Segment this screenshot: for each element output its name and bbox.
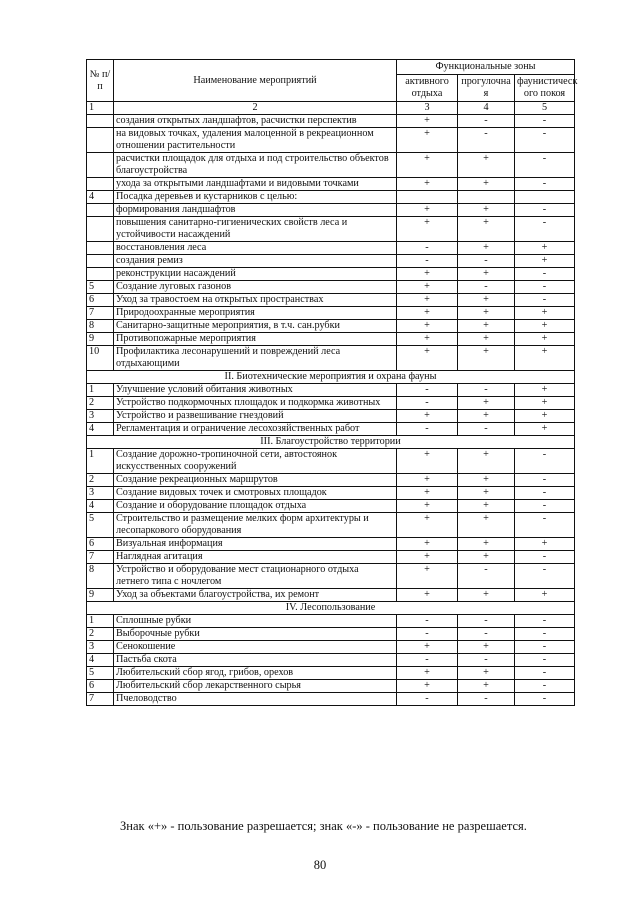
page-number: 80 xyxy=(313,858,327,872)
zone-walking-mark: - xyxy=(458,628,515,641)
zone-fauna-mark: - xyxy=(515,500,575,513)
table-row xyxy=(87,320,575,333)
zone-walking-mark: + xyxy=(458,397,515,410)
activity-name: Улучшение условий обитания животных xyxy=(114,384,397,397)
row-number: 7 xyxy=(87,551,114,564)
zone-active-mark: + xyxy=(397,680,458,693)
zone-fauna-mark: - xyxy=(515,628,575,641)
zone-fauna-mark: + xyxy=(515,320,575,333)
activity-name: Уход за травостоем на открытых пространствах xyxy=(114,294,397,307)
table-row xyxy=(87,397,575,410)
row-number: 3 xyxy=(87,487,114,500)
zone-fauna-mark: - xyxy=(515,449,575,474)
zone-fauna-mark: - xyxy=(515,153,575,178)
zone-active-mark: - xyxy=(397,255,458,268)
activity-name: Создание луговых газонов xyxy=(114,281,397,294)
zone-walking-mark: - xyxy=(458,693,515,706)
zone-walking-mark: - xyxy=(458,654,515,667)
table-row xyxy=(87,242,575,255)
header-num: № п/п xyxy=(87,60,114,102)
header-zone-fauna: фаунистическ ого покоя xyxy=(515,75,575,102)
zone-active-mark: + xyxy=(397,449,458,474)
zone-walking-mark: + xyxy=(458,551,515,564)
activity-name: Уход за объектами благоустройства, их ремонт xyxy=(114,589,397,602)
row-number: 8 xyxy=(87,564,114,589)
zone-fauna-mark: + xyxy=(515,255,575,268)
table-row xyxy=(87,667,575,680)
zone-fauna-mark: - xyxy=(515,693,575,706)
zone-active-mark xyxy=(397,191,458,204)
zone-active-mark: + xyxy=(397,115,458,128)
table-row xyxy=(87,628,575,641)
zone-walking-mark: + xyxy=(458,513,515,538)
zone-walking-mark: + xyxy=(458,153,515,178)
zone-walking-mark: + xyxy=(458,667,515,680)
row-number: 5 xyxy=(87,513,114,538)
row-number xyxy=(87,153,114,178)
zone-walking-mark: + xyxy=(458,474,515,487)
row-number: 10 xyxy=(87,346,114,371)
zone-fauna-mark: - xyxy=(515,204,575,217)
row-number: 7 xyxy=(87,693,114,706)
zone-fauna-mark: + xyxy=(515,397,575,410)
activity-name: создания ремиз xyxy=(114,255,397,268)
row-number: 4 xyxy=(87,191,114,204)
zone-active-mark: + xyxy=(397,513,458,538)
row-number: 4 xyxy=(87,500,114,513)
table-row xyxy=(87,153,575,178)
table-body xyxy=(87,115,575,706)
zone-fauna-mark: + xyxy=(515,589,575,602)
zone-fauna-mark: - xyxy=(515,667,575,680)
row-number: 2 xyxy=(87,628,114,641)
zone-active-mark: - xyxy=(397,397,458,410)
row-number xyxy=(87,255,114,268)
zone-walking-mark: + xyxy=(458,410,515,423)
activity-name: Наглядная агитация xyxy=(114,551,397,564)
section-row xyxy=(87,371,575,384)
activity-name: Сплошные рубки xyxy=(114,615,397,628)
table-row xyxy=(87,281,575,294)
zone-active-mark: + xyxy=(397,178,458,191)
row-number: 3 xyxy=(87,641,114,654)
activity-name: Любительский сбор ягод, грибов, орехов xyxy=(114,667,397,680)
section-title: III. Благоустройство территории xyxy=(87,436,575,449)
header-name: Наименование мероприятий xyxy=(114,60,397,102)
table-row xyxy=(87,538,575,551)
zone-walking-mark: - xyxy=(458,615,515,628)
activity-name: Любительский сбор лекарственного сырья xyxy=(114,680,397,693)
zone-fauna-mark: - xyxy=(515,128,575,153)
activity-name: Визуальная информация xyxy=(114,538,397,551)
zone-walking-mark: + xyxy=(458,589,515,602)
table-row xyxy=(87,191,575,204)
table-row xyxy=(87,115,575,128)
zone-active-mark: + xyxy=(397,487,458,500)
zone-active-mark: + xyxy=(397,500,458,513)
table-row xyxy=(87,551,575,564)
zone-active-mark: - xyxy=(397,693,458,706)
zone-fauna-mark: - xyxy=(515,513,575,538)
index-cell: 5 xyxy=(515,102,575,115)
table-row xyxy=(87,654,575,667)
zone-walking-mark: - xyxy=(458,384,515,397)
row-number: 1 xyxy=(87,384,114,397)
table-row xyxy=(87,268,575,281)
table-row xyxy=(87,346,575,371)
activity-name: Пчеловодство xyxy=(114,693,397,706)
table-row xyxy=(87,423,575,436)
table-row xyxy=(87,255,575,268)
zone-fauna-mark: - xyxy=(515,474,575,487)
zone-walking-mark: + xyxy=(458,680,515,693)
activity-name: Создание рекреационных маршрутов xyxy=(114,474,397,487)
zone-walking-mark: + xyxy=(458,320,515,333)
activity-name: Создание и оборудование площадок отдыха xyxy=(114,500,397,513)
row-number: 8 xyxy=(87,320,114,333)
zone-walking-mark: + xyxy=(458,217,515,242)
zone-active-mark: + xyxy=(397,410,458,423)
row-number: 3 xyxy=(87,410,114,423)
row-number: 1 xyxy=(87,615,114,628)
functional-zones-table xyxy=(86,59,578,706)
index-cell: 3 xyxy=(397,102,458,115)
zone-walking-mark: + xyxy=(458,307,515,320)
zone-fauna-mark: + xyxy=(515,307,575,320)
table-row xyxy=(87,307,575,320)
activity-name: Посадка деревьев и кустарников с целью: xyxy=(114,191,397,204)
section-row xyxy=(87,602,575,615)
activity-name: Противопожарные мероприятия xyxy=(114,333,397,346)
zone-fauna-mark: + xyxy=(515,410,575,423)
activity-name: Создание дорожно-тропиночной сети, автостоянок искусственных сооружений xyxy=(114,449,397,474)
zone-walking-mark: - xyxy=(458,128,515,153)
zone-walking-mark: + xyxy=(458,242,515,255)
activity-name: Профилактика лесонарушений и повреждений леса отдыхающими xyxy=(114,346,397,371)
table-row xyxy=(87,500,575,513)
zone-fauna-mark: - xyxy=(515,641,575,654)
zone-fauna-mark: + xyxy=(515,242,575,255)
table-row xyxy=(87,128,575,153)
row-number: 6 xyxy=(87,680,114,693)
zone-active-mark: + xyxy=(397,538,458,551)
header-zone-walking: прогулочна я xyxy=(458,75,515,102)
zone-walking-mark: - xyxy=(458,255,515,268)
zone-walking-mark: + xyxy=(458,294,515,307)
table-row xyxy=(87,449,575,474)
activity-name: Санитарно-защитные мероприятия, в т.ч. сан.рубки xyxy=(114,320,397,333)
zone-active-mark: + xyxy=(397,474,458,487)
zone-walking-mark: + xyxy=(458,538,515,551)
zone-fauna-mark: - xyxy=(515,487,575,500)
activity-name: Устройство и развешивание гнездовий xyxy=(114,410,397,423)
zone-active-mark: + xyxy=(397,551,458,564)
zone-active-mark: - xyxy=(397,654,458,667)
table-row xyxy=(87,680,575,693)
zone-walking-mark: + xyxy=(458,204,515,217)
index-cell: 1 xyxy=(87,102,114,115)
row-number: 9 xyxy=(87,589,114,602)
zone-active-mark: + xyxy=(397,307,458,320)
row-number: 9 xyxy=(87,333,114,346)
zone-active-mark: + xyxy=(397,204,458,217)
row-number: 2 xyxy=(87,397,114,410)
zone-active-mark: - xyxy=(397,423,458,436)
row-number xyxy=(87,204,114,217)
table-row xyxy=(87,410,575,423)
zone-fauna-mark: + xyxy=(515,384,575,397)
zone-fauna-mark: - xyxy=(515,268,575,281)
zone-active-mark: + xyxy=(397,128,458,153)
zone-walking-mark: - xyxy=(458,115,515,128)
zone-fauna-mark: + xyxy=(515,333,575,346)
row-number: 6 xyxy=(87,294,114,307)
header-zones: Функциональные зоны xyxy=(397,60,575,75)
table-row xyxy=(87,204,575,217)
zone-active-mark: + xyxy=(397,153,458,178)
row-number xyxy=(87,178,114,191)
zone-active-mark: + xyxy=(397,281,458,294)
row-number xyxy=(87,242,114,255)
section-title: II. Биотехнические мероприятия и охрана фауны xyxy=(87,371,575,384)
table-row xyxy=(87,217,575,242)
activity-name: Природоохранные мероприятия xyxy=(114,307,397,320)
table-row xyxy=(87,589,575,602)
zone-fauna-mark xyxy=(515,191,575,204)
table-row xyxy=(87,474,575,487)
zone-active-mark: + xyxy=(397,333,458,346)
zone-active-mark: + xyxy=(397,589,458,602)
row-number xyxy=(87,268,114,281)
table-row xyxy=(87,615,575,628)
zone-active-mark: + xyxy=(397,320,458,333)
row-number: 2 xyxy=(87,474,114,487)
table-row xyxy=(87,641,575,654)
table-row xyxy=(87,333,575,346)
zone-fauna-mark: - xyxy=(515,217,575,242)
zone-walking-mark: + xyxy=(458,268,515,281)
zone-walking-mark: - xyxy=(458,564,515,589)
zone-walking-mark: - xyxy=(458,423,515,436)
legend-note: Знак «+» - пользование разрешается; знак «-» - пользование не разрешается. xyxy=(120,819,527,833)
zone-walking-mark: + xyxy=(458,449,515,474)
activity-name: Регламентация и ограничение лесохозяйственных работ xyxy=(114,423,397,436)
zone-fauna-mark: - xyxy=(515,281,575,294)
row-number: 7 xyxy=(87,307,114,320)
activity-name: формирования ландшафтов xyxy=(114,204,397,217)
table-row xyxy=(87,178,575,191)
zone-fauna-mark: - xyxy=(515,615,575,628)
table-row xyxy=(87,384,575,397)
section-row xyxy=(87,436,575,449)
activity-name: реконструкции насаждений xyxy=(114,268,397,281)
zone-fauna-mark: + xyxy=(515,346,575,371)
index-cell: 4 xyxy=(458,102,515,115)
table-row xyxy=(87,487,575,500)
activity-name: Сенокошение xyxy=(114,641,397,654)
zone-active-mark: + xyxy=(397,294,458,307)
row-number: 4 xyxy=(87,654,114,667)
zone-fauna-mark: - xyxy=(515,654,575,667)
row-number: 6 xyxy=(87,538,114,551)
zone-walking-mark: - xyxy=(458,281,515,294)
activity-name: Строительство и размещение мелких форм архитектуры и лесопаркового оборудования xyxy=(114,513,397,538)
activity-name: ухода за открытыми ландшафтами и видовыми точками xyxy=(114,178,397,191)
activity-name: восстановления леса xyxy=(114,242,397,255)
zone-active-mark: + xyxy=(397,268,458,281)
zone-fauna-mark: - xyxy=(515,294,575,307)
zone-active-mark: + xyxy=(397,641,458,654)
zone-walking-mark: + xyxy=(458,178,515,191)
zone-walking-mark: + xyxy=(458,641,515,654)
activity-name: Создание видовых точек и смотровых площадок xyxy=(114,487,397,500)
zone-active-mark: - xyxy=(397,242,458,255)
zone-fauna-mark: - xyxy=(515,680,575,693)
row-number xyxy=(87,115,114,128)
zone-walking-mark: + xyxy=(458,487,515,500)
zone-active-mark: + xyxy=(397,346,458,371)
table-row xyxy=(87,294,575,307)
zone-active-mark: - xyxy=(397,628,458,641)
row-number: 5 xyxy=(87,667,114,680)
zone-walking-mark: + xyxy=(458,500,515,513)
activity-name: повышения санитарно-гигиенических свойств леса и устойчивости насаждений xyxy=(114,217,397,242)
activity-name: расчистки площадок для отдыха и под строительство объектов благоустройства xyxy=(114,153,397,178)
zone-fauna-mark: + xyxy=(515,423,575,436)
zone-fauna-mark: + xyxy=(515,538,575,551)
zone-fauna-mark: - xyxy=(515,178,575,191)
zone-active-mark: + xyxy=(397,217,458,242)
activity-name: на видовых точках, удаления малоценной в рекреационном отношении растительности xyxy=(114,128,397,153)
activity-name: создания открытых ландшафтов, расчистки перспектив xyxy=(114,115,397,128)
row-number: 4 xyxy=(87,423,114,436)
zone-active-mark: - xyxy=(397,384,458,397)
activity-name: Устройство подкормочных площадок и подкормка животных xyxy=(114,397,397,410)
table-row xyxy=(87,513,575,538)
section-title: IV. Лесопользование xyxy=(87,602,575,615)
row-number: 5 xyxy=(87,281,114,294)
zone-active-mark: - xyxy=(397,615,458,628)
table-row xyxy=(87,693,575,706)
zone-walking-mark: + xyxy=(458,346,515,371)
zone-fauna-mark: - xyxy=(515,564,575,589)
activity-name: Выборочные рубки xyxy=(114,628,397,641)
zone-walking-mark: + xyxy=(458,333,515,346)
header-zone-active: активного отдыха xyxy=(397,75,458,102)
zone-fauna-mark: - xyxy=(515,115,575,128)
row-number xyxy=(87,128,114,153)
row-number xyxy=(87,217,114,242)
zone-active-mark: + xyxy=(397,564,458,589)
table-row xyxy=(87,564,575,589)
index-cell: 2 xyxy=(114,102,397,115)
zone-active-mark: + xyxy=(397,667,458,680)
activity-name: Устройство и оборудование мест стационарного отдыха летнего типа с ночлегом xyxy=(114,564,397,589)
activity-name: Пастьба скота xyxy=(114,654,397,667)
zone-fauna-mark: - xyxy=(515,551,575,564)
row-number: 1 xyxy=(87,449,114,474)
zone-walking-mark xyxy=(458,191,515,204)
